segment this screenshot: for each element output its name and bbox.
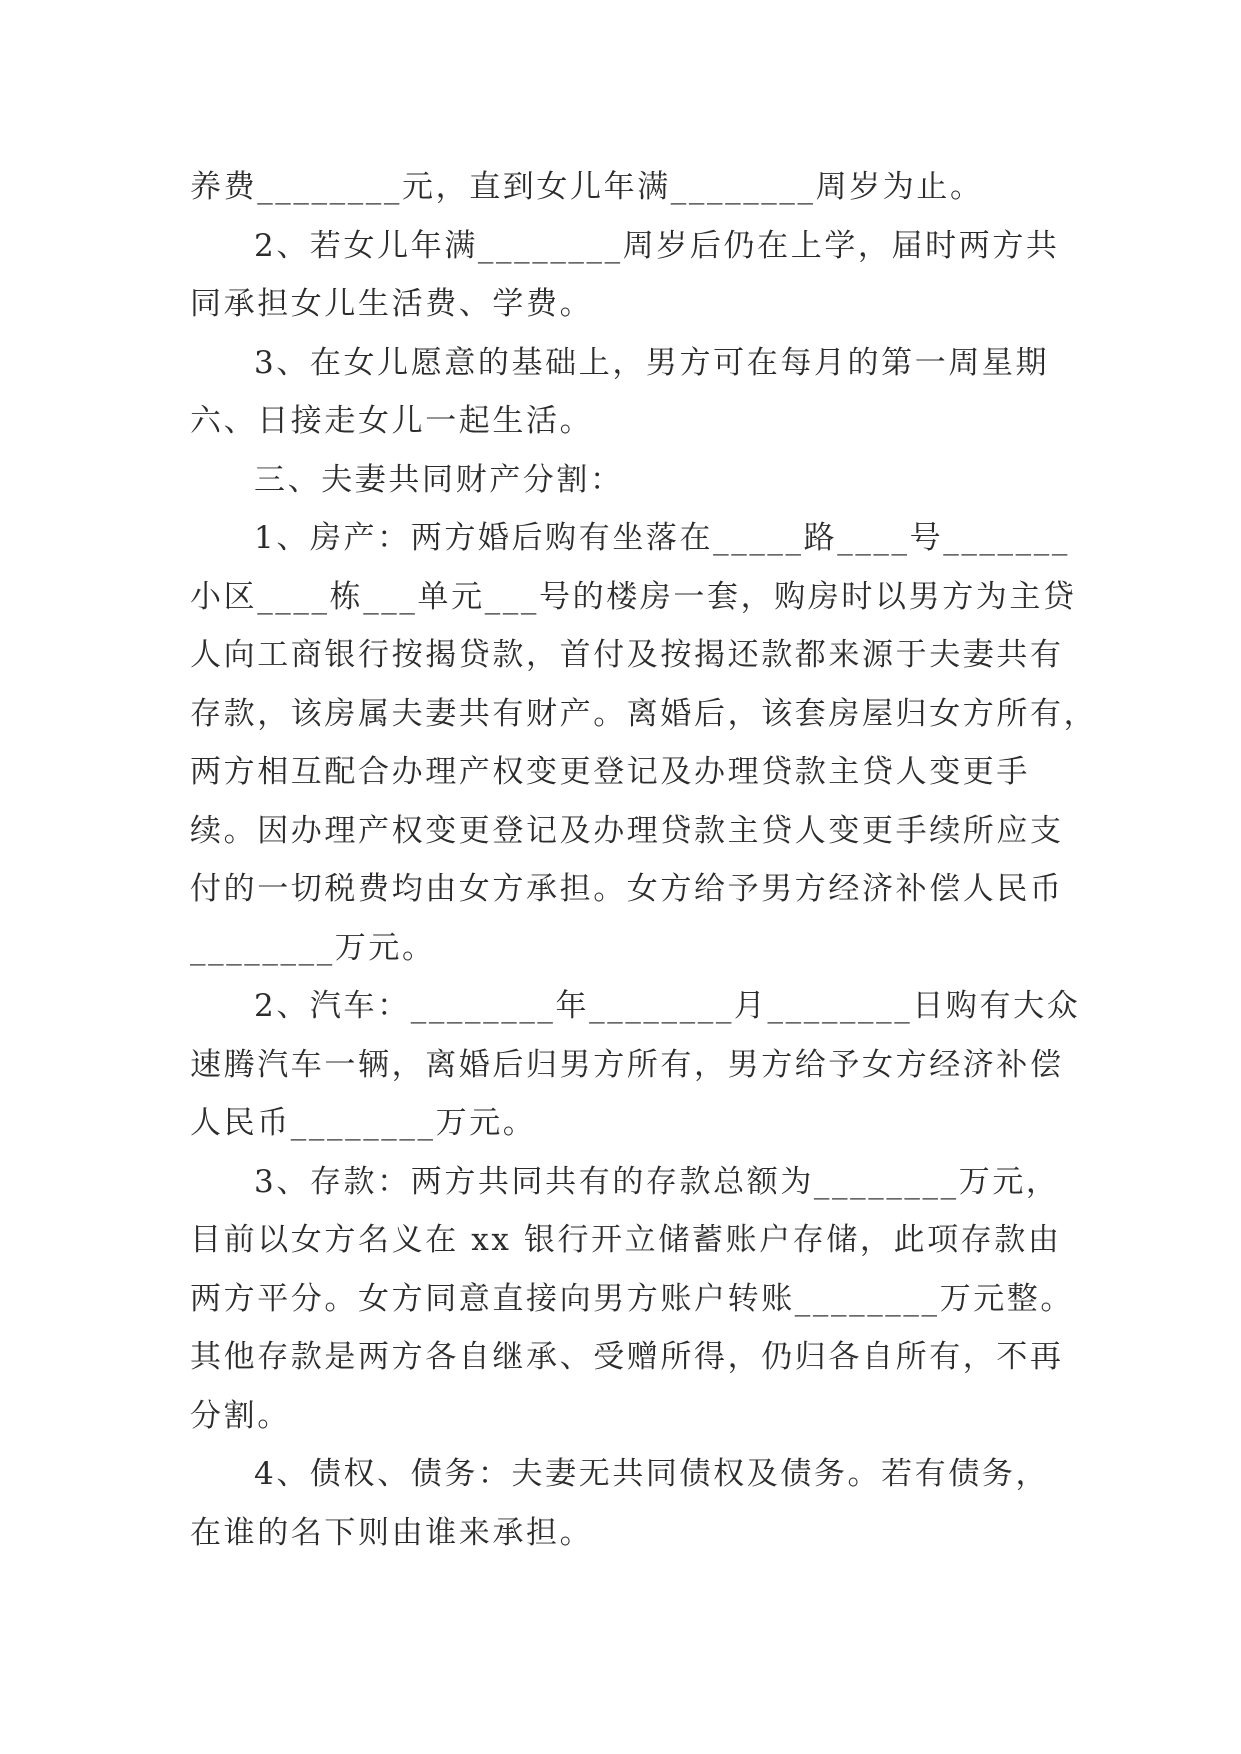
text-line: 分割。 xyxy=(190,1397,291,1434)
text-line: 人民币________万元。 xyxy=(190,1105,537,1141)
text-line: 付的一切税费均由女方承担。女方给予男方经济补偿人民币 xyxy=(190,871,1064,907)
text-line: 存款，该房属夫妻共有财产。离婚后，该套房屋归女方所有， xyxy=(190,695,1098,732)
text-line: 养费________元，直到女儿年满________周岁为止。 xyxy=(190,169,984,205)
text-line: ________万元。 xyxy=(190,929,436,966)
text-line: 小区____栋___单元___号的楼房一套，购房时以男方为主贷 xyxy=(190,578,1077,615)
text-line: 4、债权、债务：夫妻无共同债权及债务。若有债务， xyxy=(254,1456,1050,1492)
document-body xyxy=(190,158,1098,1562)
text-line: 3、存款：两方共同共有的存款总额为________万元， xyxy=(254,1163,1060,1200)
text-line: 在谁的名下则由谁来承担。 xyxy=(190,1514,594,1551)
text-line: 1、房产：两方婚后购有坐落在_____路____号_______ xyxy=(254,520,1070,556)
text-line: 人向工商银行按揭贷款，首付及按揭还款都来源于夫妻共有 xyxy=(190,637,1064,673)
text-line: 2、若女儿年满________周岁后仍在上学，届时两方共 xyxy=(254,227,1060,264)
section-heading: 三、夫妻共同财产分割： xyxy=(254,461,624,498)
text-line: 速腾汽车一辆，离婚后归男方所有，男方给予女方经济补偿 xyxy=(190,1046,1064,1083)
text-line: 续。因办理产权变更登记及办理贷款主贷人变更手续所应支 xyxy=(190,812,1064,849)
text-line: 目前以女方名义在 xx 银行开立储蓄账户存储，此项存款由 xyxy=(190,1222,1062,1258)
text-line: 同承担女儿生活费、学费。 xyxy=(190,286,594,322)
text-line: 其他存款是两方各自继承、受赠所得，仍归各自所有，不再 xyxy=(190,1339,1064,1375)
text-line: 六、日接走女儿一起生活。 xyxy=(190,403,594,439)
text-line: 2、汽车：________年________月________日购有大众 xyxy=(254,988,1081,1024)
text-line: 3、在女儿愿意的基础上，男方可在每月的第一周星期 xyxy=(254,344,1050,381)
text-line: 两方相互配合办理产权变更登记及办理贷款主贷人变更手 xyxy=(190,754,1030,790)
text-line: 两方平分。女方同意直接向男方账户转账________万元整。 xyxy=(190,1280,1074,1317)
